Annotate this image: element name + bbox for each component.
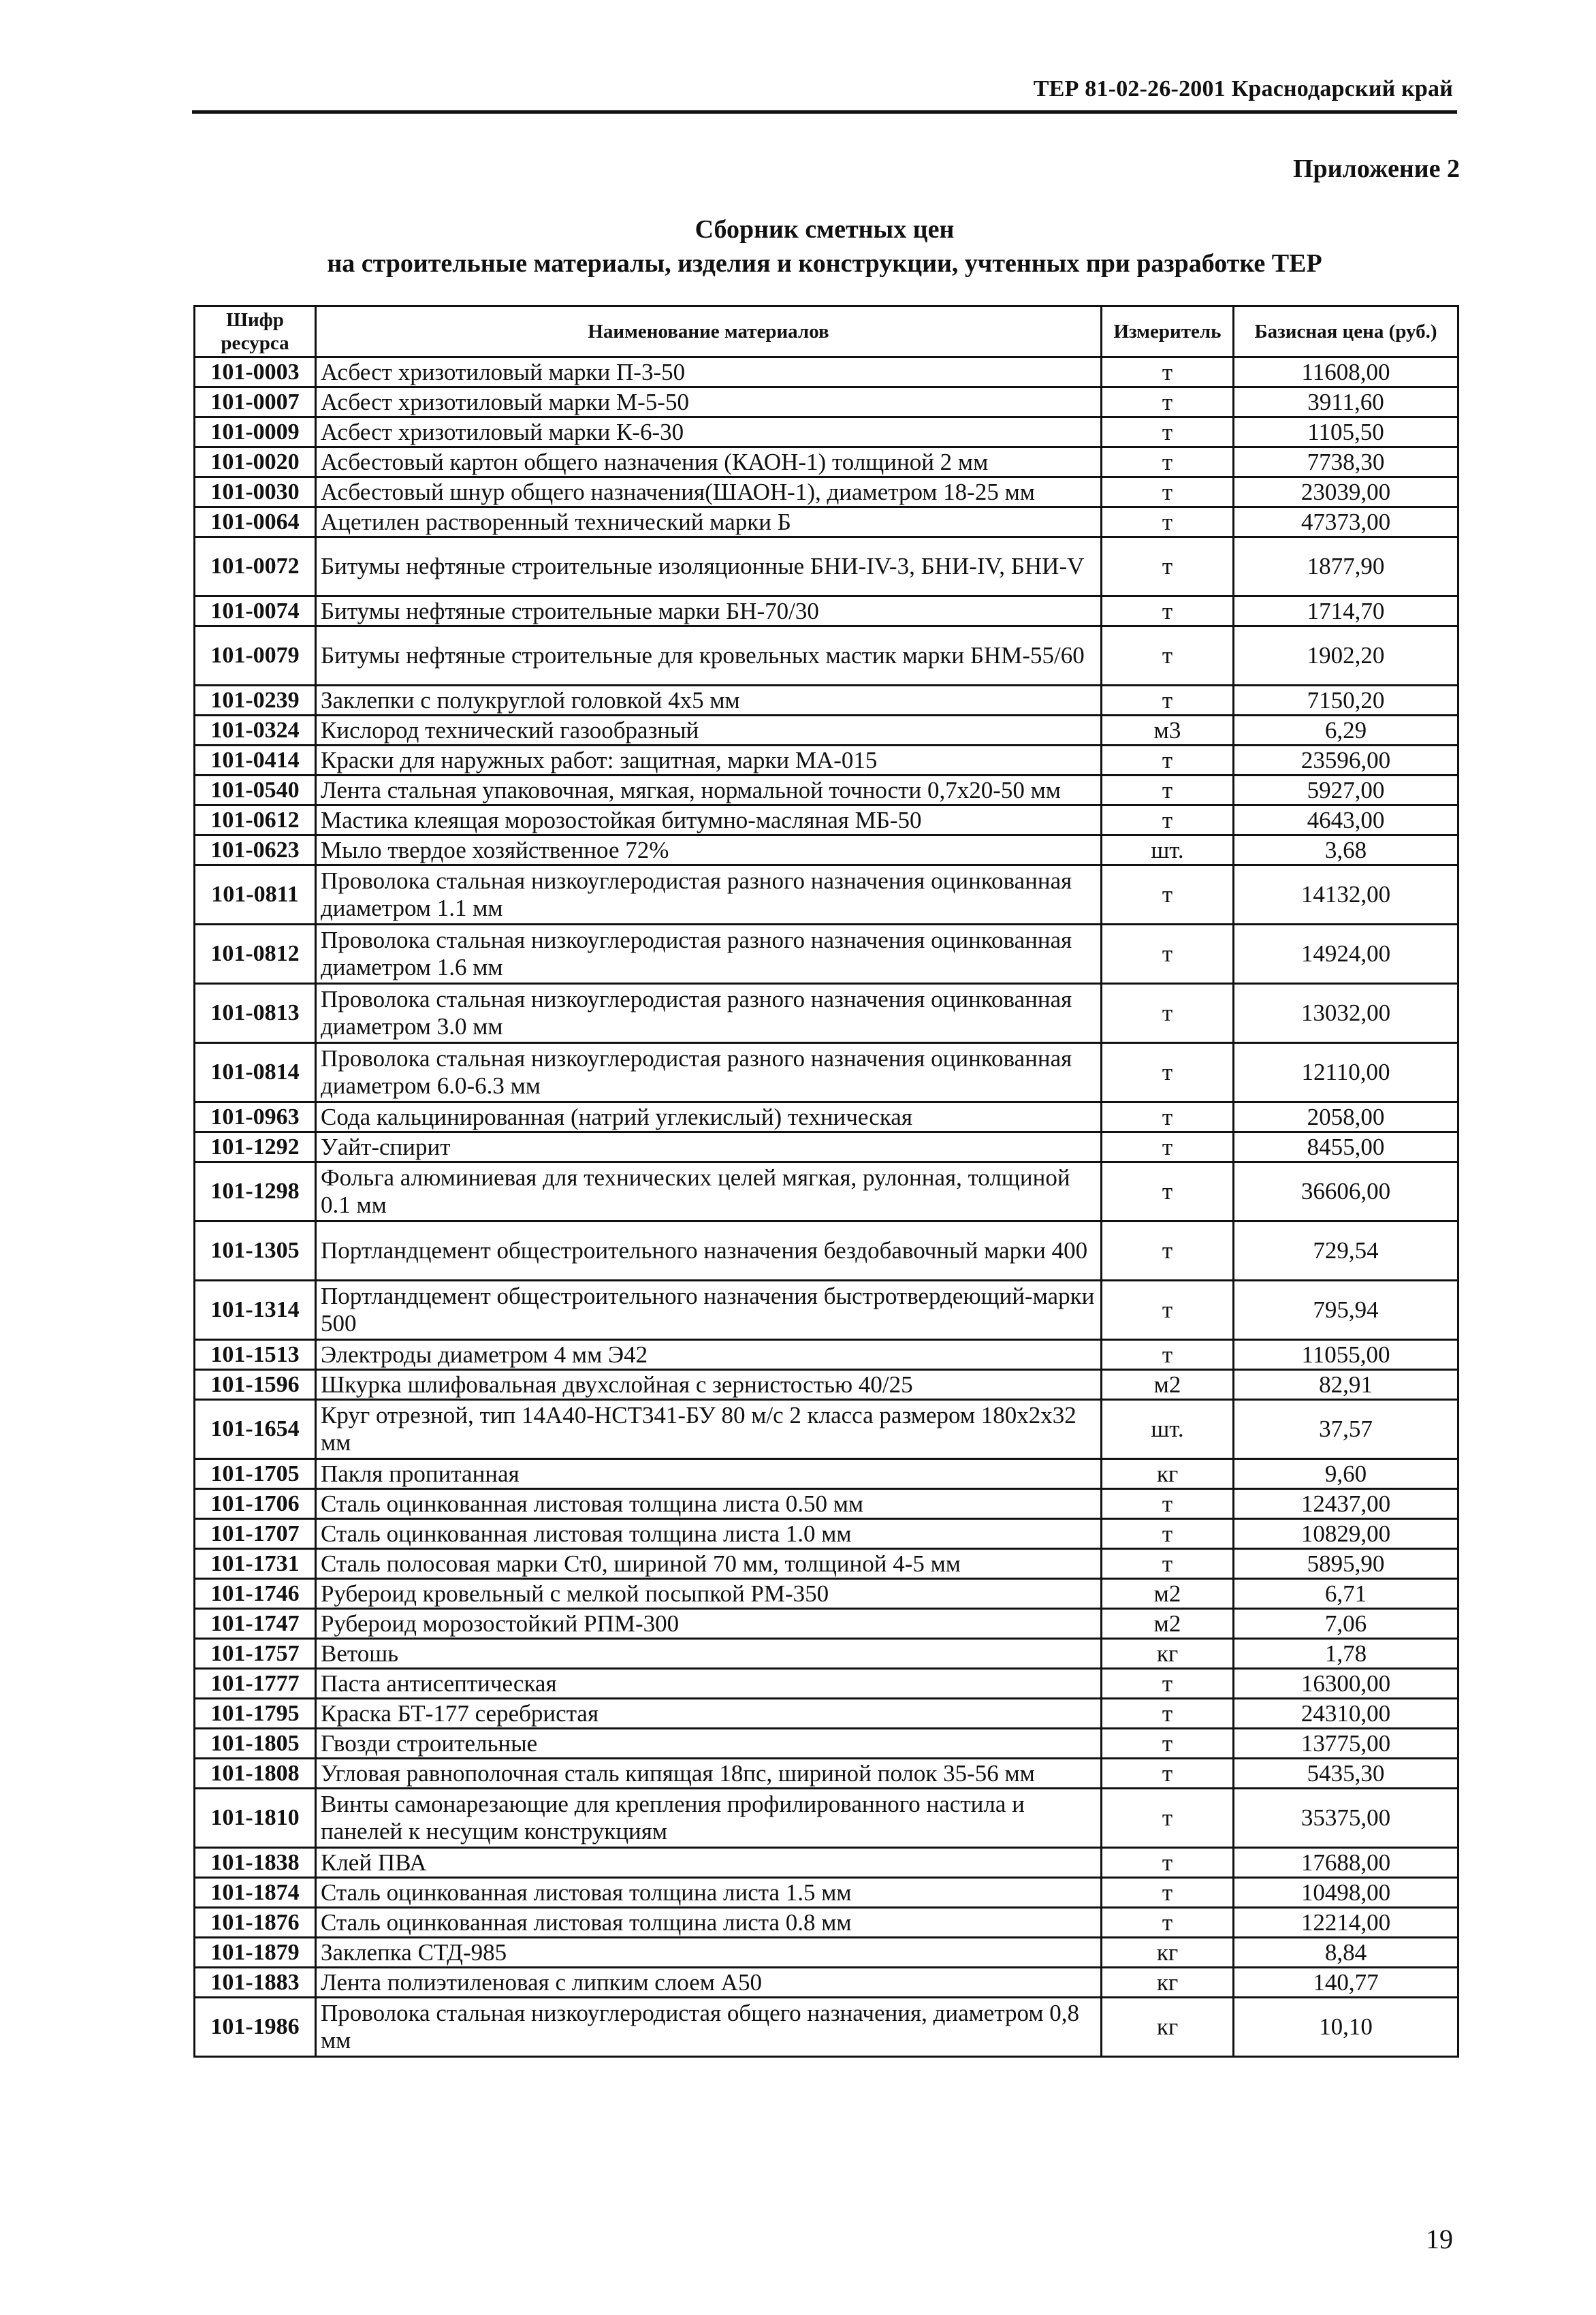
cell-code: 101-0074 bbox=[195, 596, 316, 626]
cell-code: 101-0324 bbox=[195, 716, 316, 746]
cell-price: 1714,70 bbox=[1234, 596, 1458, 626]
cell-code: 101-1654 bbox=[195, 1400, 316, 1459]
cell-unit: т bbox=[1102, 537, 1234, 596]
cell-name: Круг отрезной, тип 14А40-НСТ341-БУ 80 м/с 2 класса размером 180х2х32 мм bbox=[316, 1400, 1102, 1459]
cell-unit: м2 bbox=[1102, 1579, 1234, 1609]
cell-name: Рубероид кровельный с мелкой посыпкой РМ-350 bbox=[316, 1579, 1102, 1609]
cell-name: Сталь оцинкованная листовая толщина листа 1.0 мм bbox=[316, 1519, 1102, 1549]
cell-code: 101-0030 bbox=[195, 477, 316, 507]
cell-price: 16300,00 bbox=[1234, 1669, 1458, 1699]
cell-name: Ветошь bbox=[316, 1639, 1102, 1669]
table-row bbox=[195, 1968, 1458, 1998]
cell-code: 101-0020 bbox=[195, 447, 316, 477]
cell-name: Кислород технический газообразный bbox=[316, 716, 1102, 746]
cell-unit: т bbox=[1102, 805, 1234, 835]
cell-name: Рубероид морозостойкий РПМ-300 bbox=[316, 1609, 1102, 1639]
cell-unit: т bbox=[1102, 865, 1234, 925]
cell-name: Проволока стальная низкоуглеродистая разного назначения оцинкованная диаметром 3.0 мм bbox=[316, 984, 1102, 1043]
cell-price: 5895,90 bbox=[1234, 1549, 1458, 1579]
cell-unit: шт. bbox=[1102, 835, 1234, 865]
table-row bbox=[195, 477, 1458, 507]
cell-code: 101-1808 bbox=[195, 1759, 316, 1789]
cell-name: Краски для наружных работ: защитная, марки МА-015 bbox=[316, 746, 1102, 776]
cell-unit: т bbox=[1102, 417, 1234, 447]
cell-price: 8,84 bbox=[1234, 1938, 1458, 1968]
table-row bbox=[195, 1639, 1458, 1669]
cell-code: 101-1986 bbox=[195, 1998, 316, 2057]
cell-price: 6,29 bbox=[1234, 716, 1458, 746]
cell-code: 101-1706 bbox=[195, 1489, 316, 1519]
cell-code: 101-1731 bbox=[195, 1549, 316, 1579]
cell-unit: т bbox=[1102, 1340, 1234, 1370]
cell-name: Асбест хризотиловый марки К-6-30 bbox=[316, 417, 1102, 447]
cell-unit: т bbox=[1102, 1519, 1234, 1549]
table-row bbox=[195, 1370, 1458, 1400]
table-row bbox=[195, 1878, 1458, 1908]
cell-code: 101-1305 bbox=[195, 1222, 316, 1281]
cell-price: 7150,20 bbox=[1234, 686, 1458, 716]
cell-name: Пакля пропитанная bbox=[316, 1459, 1102, 1489]
table-row bbox=[195, 1998, 1458, 2057]
table-row bbox=[195, 1459, 1458, 1489]
cell-price: 11055,00 bbox=[1234, 1340, 1458, 1370]
table-row bbox=[195, 1848, 1458, 1878]
cell-unit: шт. bbox=[1102, 1400, 1234, 1459]
cell-code: 101-0072 bbox=[195, 537, 316, 596]
cell-code: 101-1876 bbox=[195, 1908, 316, 1938]
table-row bbox=[195, 1609, 1458, 1639]
cell-unit: т bbox=[1102, 1102, 1234, 1132]
cell-unit: т bbox=[1102, 776, 1234, 805]
cell-unit: т bbox=[1102, 1549, 1234, 1579]
cell-unit: т bbox=[1102, 1043, 1234, 1102]
cell-name: Паста антисептическая bbox=[316, 1669, 1102, 1699]
table-body bbox=[195, 357, 1458, 2057]
cell-unit: т bbox=[1102, 746, 1234, 776]
cell-name: Заклепки с полукруглой головкой 4х5 мм bbox=[316, 686, 1102, 716]
cell-code: 101-0814 bbox=[195, 1043, 316, 1102]
cell-price: 12110,00 bbox=[1234, 1043, 1458, 1102]
cell-name: Асбестовый шнур общего назначения(ШАОН-1), диаметром 18-25 мм bbox=[316, 477, 1102, 507]
cell-code: 101-0009 bbox=[195, 417, 316, 447]
table-row bbox=[195, 1132, 1458, 1162]
cell-unit: м2 bbox=[1102, 1370, 1234, 1400]
cell-price: 3911,60 bbox=[1234, 387, 1458, 417]
cell-name: Проволока стальная низкоуглеродистая общего назначения, диаметром 0,8 мм bbox=[316, 1998, 1102, 2057]
cell-name: Портландцемент общестроительного назначения бездобавочный марки 400 bbox=[316, 1222, 1102, 1281]
table-row bbox=[195, 746, 1458, 776]
cell-name: Шкурка шлифовальная двухслойная с зернистостью 40/25 bbox=[316, 1370, 1102, 1400]
table-row bbox=[195, 447, 1458, 477]
table-row bbox=[195, 984, 1458, 1043]
cell-name: Лента полиэтиленовая с липким слоем А50 bbox=[316, 1968, 1102, 1998]
table-row bbox=[195, 925, 1458, 984]
cell-code: 101-1757 bbox=[195, 1639, 316, 1669]
table-header-row bbox=[195, 306, 1458, 357]
cell-price: 5435,30 bbox=[1234, 1759, 1458, 1789]
column-header-unit: Измеритель bbox=[1102, 306, 1234, 357]
cell-code: 101-0239 bbox=[195, 686, 316, 716]
cell-code: 101-0064 bbox=[195, 507, 316, 537]
cell-price: 1,78 bbox=[1234, 1639, 1458, 1669]
cell-unit: т bbox=[1102, 1489, 1234, 1519]
cell-name: Проволока стальная низкоуглеродистая разного назначения оцинкованная диаметром 6.0-6.3 мм bbox=[316, 1043, 1102, 1102]
cell-price: 3,68 bbox=[1234, 835, 1458, 865]
cell-code: 101-1596 bbox=[195, 1370, 316, 1400]
cell-unit: т bbox=[1102, 1132, 1234, 1162]
column-header-code: Шифр ресурса bbox=[195, 306, 316, 357]
cell-unit: т bbox=[1102, 1222, 1234, 1281]
cell-price: 9,60 bbox=[1234, 1459, 1458, 1489]
cell-code: 101-0079 bbox=[195, 626, 316, 686]
cell-name: Краска БТ-177 серебристая bbox=[316, 1699, 1102, 1729]
cell-code: 101-1810 bbox=[195, 1789, 316, 1848]
cell-code: 101-1298 bbox=[195, 1162, 316, 1222]
cell-unit: т bbox=[1102, 477, 1234, 507]
cell-unit: т bbox=[1102, 1848, 1234, 1878]
column-header-name: Наименование материалов bbox=[316, 306, 1102, 357]
table-row bbox=[195, 1579, 1458, 1609]
cell-code: 101-0811 bbox=[195, 865, 316, 925]
cell-name: Фольга алюминиевая для технических целей мягкая, рулонная, толщиной 0.1 мм bbox=[316, 1162, 1102, 1222]
cell-name: Асбестовый картон общего назначения (КАОН-1) толщиной 2 мм bbox=[316, 447, 1102, 477]
cell-price: 1902,20 bbox=[1234, 626, 1458, 686]
cell-code: 101-1314 bbox=[195, 1281, 316, 1340]
table-row bbox=[195, 1340, 1458, 1370]
table-row bbox=[195, 1043, 1458, 1102]
table-row bbox=[195, 805, 1458, 835]
title-line-2: на строительные материалы, изделия и конструкции, учтенных при разработке ТЕР bbox=[327, 249, 1322, 278]
cell-name: Сталь полосовая марки Ст0, шириной 70 мм, толщиной 4-5 мм bbox=[316, 1549, 1102, 1579]
table-row bbox=[195, 1489, 1458, 1519]
cell-name: Сталь оцинкованная листовая толщина листа 0.8 мм bbox=[316, 1908, 1102, 1938]
cell-name: Портландцемент общестроительного назначения быстротвердеющий-марки 500 bbox=[316, 1281, 1102, 1340]
cell-code: 101-1705 bbox=[195, 1459, 316, 1489]
cell-name: Заклепка СТД-985 bbox=[316, 1938, 1102, 1968]
cell-price: 12214,00 bbox=[1234, 1908, 1458, 1938]
cell-price: 10498,00 bbox=[1234, 1878, 1458, 1908]
cell-code: 101-1707 bbox=[195, 1519, 316, 1549]
cell-name: Битумы нефтяные строительные изоляционные БНИ-IV-3, БНИ-IV, БНИ-V bbox=[316, 537, 1102, 596]
cell-price: 6,71 bbox=[1234, 1579, 1458, 1609]
cell-unit: т bbox=[1102, 686, 1234, 716]
cell-price: 35375,00 bbox=[1234, 1789, 1458, 1848]
cell-name: Гвозди строительные bbox=[316, 1729, 1102, 1759]
table-row bbox=[195, 626, 1458, 686]
cell-price: 729,54 bbox=[1234, 1222, 1458, 1281]
cell-code: 101-1805 bbox=[195, 1729, 316, 1759]
cell-price: 13032,00 bbox=[1234, 984, 1458, 1043]
cell-price: 12437,00 bbox=[1234, 1489, 1458, 1519]
cell-name: Лента стальная упаковочная, мягкая, нормальной точности 0,7х20-50 мм bbox=[316, 776, 1102, 805]
cell-price: 7,06 bbox=[1234, 1609, 1458, 1639]
cell-price: 4643,00 bbox=[1234, 805, 1458, 835]
cell-name: Асбест хризотиловый марки П-3-50 bbox=[316, 357, 1102, 387]
cell-price: 10829,00 bbox=[1234, 1519, 1458, 1549]
cell-unit: м3 bbox=[1102, 716, 1234, 746]
column-header-price: Базисная цена (руб.) bbox=[1234, 306, 1458, 357]
cell-code: 101-0540 bbox=[195, 776, 316, 805]
cell-price: 7738,30 bbox=[1234, 447, 1458, 477]
table-row bbox=[195, 776, 1458, 805]
cell-name: Ацетилен растворенный технический марки Б bbox=[316, 507, 1102, 537]
cell-code: 101-0963 bbox=[195, 1102, 316, 1132]
cell-name: Уайт-спирит bbox=[316, 1132, 1102, 1162]
cell-name: Угловая равнополочная сталь кипящая 18пс, шириной полок 35-56 мм bbox=[316, 1759, 1102, 1789]
cell-name: Сода кальцинированная (натрий углекислый) техническая bbox=[316, 1102, 1102, 1132]
cell-code: 101-1874 bbox=[195, 1878, 316, 1908]
cell-price: 8455,00 bbox=[1234, 1132, 1458, 1162]
cell-name: Асбест хризотиловый марки М-5-50 bbox=[316, 387, 1102, 417]
table-row bbox=[195, 1162, 1458, 1222]
title-line-1: Сборник сметных цен bbox=[695, 215, 955, 244]
cell-price: 5927,00 bbox=[1234, 776, 1458, 805]
cell-unit: т bbox=[1102, 626, 1234, 686]
cell-price: 17688,00 bbox=[1234, 1848, 1458, 1878]
cell-code: 101-1747 bbox=[195, 1609, 316, 1639]
cell-name: Винты самонарезающие для крепления профилированного настила и панелей к несущим конструкциям bbox=[316, 1789, 1102, 1848]
table-row bbox=[195, 357, 1458, 387]
document-code: ТЕР 81-02-26-2001 Краснодарский край bbox=[1033, 76, 1453, 101]
cell-code: 101-1838 bbox=[195, 1848, 316, 1878]
table-row bbox=[195, 1789, 1458, 1848]
cell-code: 101-1795 bbox=[195, 1699, 316, 1729]
table-row bbox=[195, 1729, 1458, 1759]
cell-price: 795,94 bbox=[1234, 1281, 1458, 1340]
header-rule bbox=[192, 110, 1457, 114]
table-row bbox=[195, 537, 1458, 596]
cell-code: 101-1746 bbox=[195, 1579, 316, 1609]
cell-price: 10,10 bbox=[1234, 1998, 1458, 2057]
table-row bbox=[195, 1102, 1458, 1132]
cell-unit: кг bbox=[1102, 1639, 1234, 1669]
table-row bbox=[195, 1669, 1458, 1699]
cell-price: 2058,00 bbox=[1234, 1102, 1458, 1132]
table-row bbox=[195, 1400, 1458, 1459]
page-title bbox=[192, 212, 1457, 281]
page-number: 19 bbox=[1426, 2224, 1453, 2254]
cell-unit: т bbox=[1102, 387, 1234, 417]
cell-code: 101-0414 bbox=[195, 746, 316, 776]
cell-unit: т bbox=[1102, 925, 1234, 984]
cell-code: 101-0812 bbox=[195, 925, 316, 984]
appendix-label: Приложение 2 bbox=[1292, 155, 1460, 183]
cell-code: 101-1513 bbox=[195, 1340, 316, 1370]
table-row bbox=[195, 716, 1458, 746]
cell-name: Сталь оцинкованная листовая толщина листа 0.50 мм bbox=[316, 1489, 1102, 1519]
table-row bbox=[195, 686, 1458, 716]
cell-code: 101-0612 bbox=[195, 805, 316, 835]
cell-unit: т bbox=[1102, 1789, 1234, 1848]
cell-price: 1105,50 bbox=[1234, 417, 1458, 447]
cell-unit: т bbox=[1102, 1908, 1234, 1938]
table-row bbox=[195, 1549, 1458, 1579]
cell-price: 1877,90 bbox=[1234, 537, 1458, 596]
cell-name: Сталь оцинкованная листовая толщина листа 1.5 мм bbox=[316, 1878, 1102, 1908]
cell-unit: кг bbox=[1102, 1998, 1234, 2057]
cell-code: 101-1292 bbox=[195, 1132, 316, 1162]
cell-unit: т bbox=[1102, 1281, 1234, 1340]
cell-price: 37,57 bbox=[1234, 1400, 1458, 1459]
cell-unit: т bbox=[1102, 984, 1234, 1043]
table-row bbox=[195, 1908, 1458, 1938]
table-row bbox=[195, 507, 1458, 537]
cell-price: 23596,00 bbox=[1234, 746, 1458, 776]
cell-unit: кг bbox=[1102, 1968, 1234, 1998]
cell-unit: т bbox=[1102, 357, 1234, 387]
cell-price: 14924,00 bbox=[1234, 925, 1458, 984]
cell-name: Битумы нефтяные строительные марки БН-70/30 bbox=[316, 596, 1102, 626]
cell-price: 82,91 bbox=[1234, 1370, 1458, 1400]
cell-price: 24310,00 bbox=[1234, 1699, 1458, 1729]
cell-unit: т bbox=[1102, 1162, 1234, 1222]
cell-price: 13775,00 bbox=[1234, 1729, 1458, 1759]
cell-price: 36606,00 bbox=[1234, 1162, 1458, 1222]
cell-code: 101-1777 bbox=[195, 1669, 316, 1699]
cell-code: 101-1883 bbox=[195, 1968, 316, 1998]
cell-unit: т bbox=[1102, 447, 1234, 477]
cell-price: 23039,00 bbox=[1234, 477, 1458, 507]
cell-unit: т bbox=[1102, 507, 1234, 537]
cell-unit: м2 bbox=[1102, 1609, 1234, 1639]
materials-table bbox=[193, 305, 1459, 2058]
cell-name: Проволока стальная низкоуглеродистая разного назначения оцинкованная диаметром 1.6 мм bbox=[316, 925, 1102, 984]
cell-unit: кг bbox=[1102, 1459, 1234, 1489]
table-row bbox=[195, 1938, 1458, 1968]
cell-name: Битумы нефтяные строительные для кровельных мастик марки БНМ-55/60 bbox=[316, 626, 1102, 686]
cell-unit: т bbox=[1102, 596, 1234, 626]
cell-unit: т bbox=[1102, 1878, 1234, 1908]
cell-name: Электроды диаметром 4 мм Э42 bbox=[316, 1340, 1102, 1370]
cell-code: 101-1879 bbox=[195, 1938, 316, 1968]
table-row bbox=[195, 1222, 1458, 1281]
cell-name: Клей ПВА bbox=[316, 1848, 1102, 1878]
table-row bbox=[195, 387, 1458, 417]
cell-name: Мастика клеящая морозостойкая битумно-масляная МБ-50 bbox=[316, 805, 1102, 835]
table-row bbox=[195, 835, 1458, 865]
cell-price: 47373,00 bbox=[1234, 507, 1458, 537]
cell-unit: т bbox=[1102, 1669, 1234, 1699]
cell-code: 101-0813 bbox=[195, 984, 316, 1043]
cell-name: Проволока стальная низкоуглеродистая разного назначения оцинкованная диаметром 1.1 мм bbox=[316, 865, 1102, 925]
table-row bbox=[195, 596, 1458, 626]
cell-price: 11608,00 bbox=[1234, 357, 1458, 387]
table-row bbox=[195, 1759, 1458, 1789]
cell-name: Мыло твердое хозяйственное 72% bbox=[316, 835, 1102, 865]
cell-code: 101-0003 bbox=[195, 357, 316, 387]
table-row bbox=[195, 865, 1458, 925]
cell-code: 101-0007 bbox=[195, 387, 316, 417]
cell-price: 14132,00 bbox=[1234, 865, 1458, 925]
cell-unit: кг bbox=[1102, 1938, 1234, 1968]
cell-unit: т bbox=[1102, 1699, 1234, 1729]
table-row bbox=[195, 1699, 1458, 1729]
cell-unit: т bbox=[1102, 1729, 1234, 1759]
table-row bbox=[195, 1281, 1458, 1340]
table-row bbox=[195, 1519, 1458, 1549]
table-row bbox=[195, 417, 1458, 447]
cell-unit: т bbox=[1102, 1759, 1234, 1789]
cell-price: 140,77 bbox=[1234, 1968, 1458, 1998]
cell-code: 101-0623 bbox=[195, 835, 316, 865]
